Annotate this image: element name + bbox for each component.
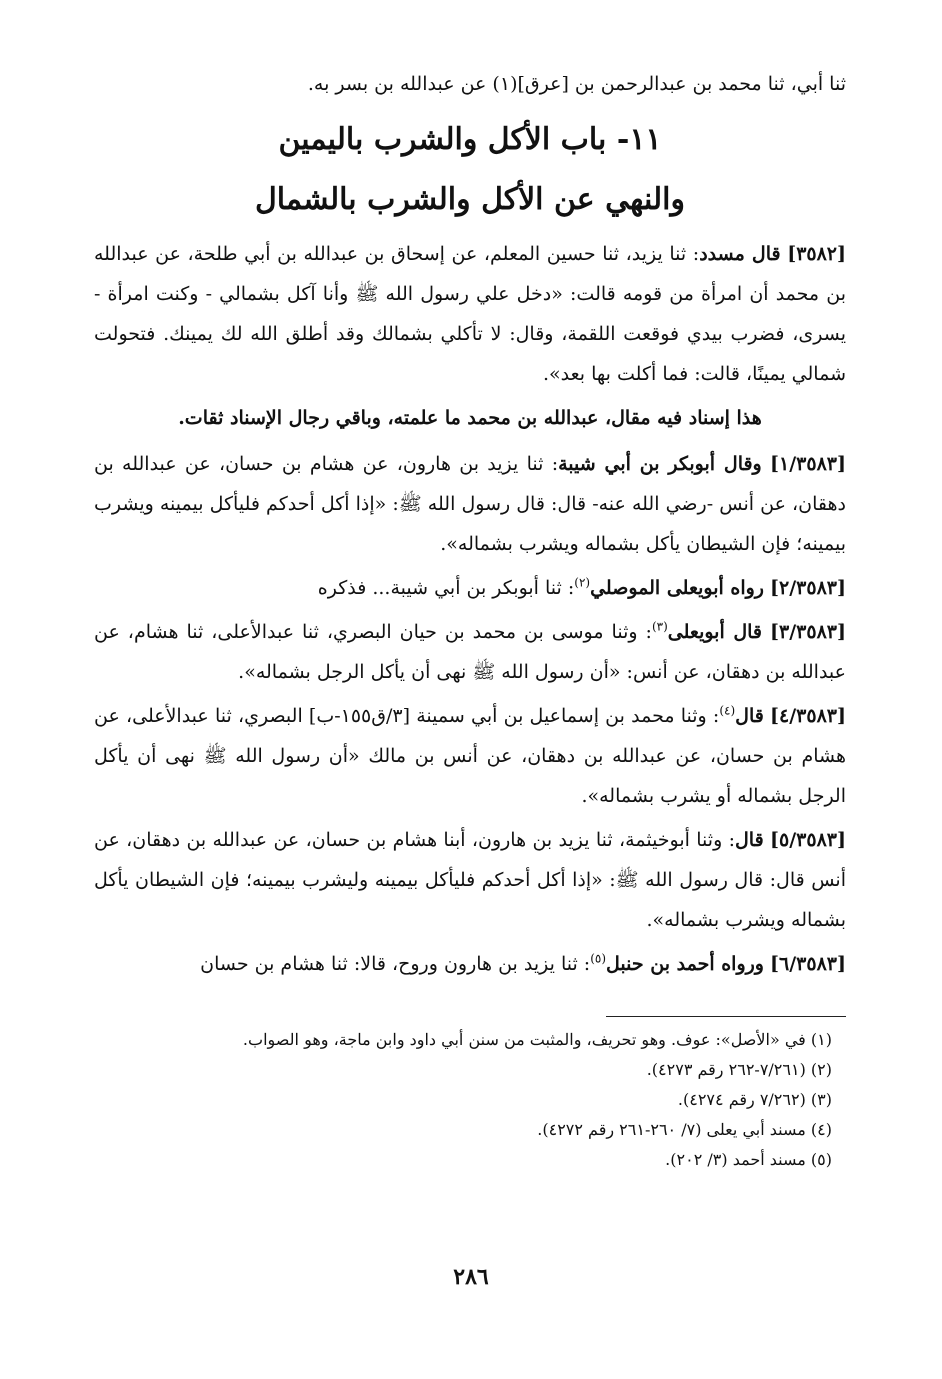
footnote-5: (٥) مسند أحمد (٣/ ٢٠٢). xyxy=(665,1150,832,1169)
hadith-narrator: قال xyxy=(735,705,764,727)
hadith-3582 xyxy=(94,234,846,394)
page-content xyxy=(94,64,846,1175)
hadith-narrator: قال xyxy=(735,829,764,851)
chapter-title-line1: ١١- باب الأكل والشرب باليمين xyxy=(278,122,662,157)
footnote-1: (١) في «الأصل»: عوف. وهو تحريف، والمثبت من سنن أبي داود وابن ماجة، وهو الصواب. xyxy=(242,1030,832,1049)
hadith-text: : ثنا يزيد بن هارون وروح، قالا: ثنا هشام بن حسان xyxy=(200,953,591,975)
footnote-2: (٢) (٧/٢٦١-٢٦٢ رقم ٤٢٧٣). xyxy=(646,1060,832,1079)
hadith-ref: [٤/٣٥٨٣] xyxy=(770,705,846,727)
hadith-ref: [٥/٣٥٨٣] xyxy=(770,829,846,851)
footnote-3: (٣) (٧/٢٦٢ رقم ٤٢٧٤). xyxy=(677,1090,832,1109)
hadith-text: : وثنا أبوخيثمة، ثنا يزيد بن هارون، أبنا هشام بن حسان، عن عبدالله بن دهقان، عن أنس قال: قال رسول الله ﷺ: «إذا أكل أحدكم فليأكل بيمينه وليشرب بيمينه؛ فإن الشيطان يأكل بشماله ويشرب بشماله». xyxy=(94,829,846,931)
hadith-ref: [٦/٣٥٨٣] xyxy=(770,953,846,975)
footnote-marker: (٥) xyxy=(590,951,607,966)
chapter-title-line2: والنهي عن الأكل والشرب بالشمال xyxy=(254,182,685,217)
hadith-3583-5 xyxy=(94,820,846,940)
hadith-3583-2 xyxy=(94,568,846,608)
isnad-grading: هذا إسناد فيه مقال، عبدالله بن محمد ما علمته، وباقي رجال الإسناد ثقات. xyxy=(178,407,762,429)
hadith-narrator: قال مسدد xyxy=(699,243,781,265)
hadith-3583-1 xyxy=(94,444,846,564)
hadith-narrator: ورواه أحمد بن حنبل xyxy=(606,953,764,975)
footnote-4: (٤) مسند أبي يعلى (٧/ ٢٦٠-٢٦١ رقم ٤٢٧٢). xyxy=(537,1120,832,1139)
hadith-3583-6 xyxy=(94,944,846,984)
hadith-text: : وثنا موسى بن محمد بن حيان البصري، ثنا عبدالأعلى، ثنا هشام، عن عبدالله بن دهقان، عن أنس: «أن رسول الله ﷺ نهى أن يأكل الرجل بشماله». xyxy=(94,621,846,683)
hadith-text: : ثنا يزيد بن هارون، عن هشام بن حسان، عن عبدالله بن دهقان، عن أنس -رضي الله عنه- قال: قال رسول الله ﷺ: «إذا أكل أحدكم فليأكل بيمينه ويشرب بيمينه؛ فإن الشيطان يأكل بشماله ويشرب بشماله». xyxy=(94,453,846,555)
hadith-narrator: قال أبويعلى xyxy=(667,621,763,643)
footnote-marker: (٤) xyxy=(719,703,736,718)
hadith-ref: [٢/٣٥٨٣] xyxy=(770,577,846,599)
footnote-marker: (٣) xyxy=(651,619,668,634)
intro-line: ثنا أبي، ثنا محمد بن عبدالرحمن بن [عرق](١) عن عبدالله بن بسر به. xyxy=(307,73,846,95)
hadith-narrator: وقال أبوبكر بن أبي شيبة xyxy=(558,453,762,475)
hadith-ref: [٣٥٨٢] xyxy=(787,243,847,265)
footnote-marker: (٢) xyxy=(574,575,591,590)
hadith-text: : ثنا أبوبكر بن أبي شيبة... فذكره xyxy=(317,577,575,599)
hadith-text: : وثنا محمد بن إسماعيل بن أبي سمينة [٣/ق١٥٥-ب] البصري، ثنا عبدالأعلى، عن هشام بن حسان، عن عبدالله بن دهقان، عن أنس بن مالك «أن رسول الله ﷺ نهى أن يأكل الرجل بشماله أو يشرب بشماله». xyxy=(94,705,846,807)
hadith-narrator: رواه أبويعلى الموصلي xyxy=(590,577,764,599)
hadith-ref: [١/٣٥٨٣] xyxy=(770,453,846,475)
footnote-separator xyxy=(606,1016,846,1017)
hadith-3583-4 xyxy=(94,696,846,816)
footnotes-list xyxy=(94,1025,846,1175)
hadith-3583-3 xyxy=(94,612,846,692)
hadith-text: : ثنا يزيد، ثنا حسين المعلم، عن إسحاق بن عبدالله بن أبي طلحة، عن عبدالله بن محمد أن امرأة من قومه قالت: «دخل علي رسول الله ﷺ وأنا آكل بشمالي - وكنت امرأة - يسرى، فضرب بيدي فوقعت اللقمة، وقال: لا تأكلي بشمالك وقد أطلق الله لك يمينك. فتحولت شمالي يمينًا، قالت: فما أكلت بها بعد». xyxy=(94,243,846,385)
page-number: ٢٨٦ xyxy=(453,1264,489,1290)
hadith-ref: [٣/٣٥٨٣] xyxy=(770,621,846,643)
